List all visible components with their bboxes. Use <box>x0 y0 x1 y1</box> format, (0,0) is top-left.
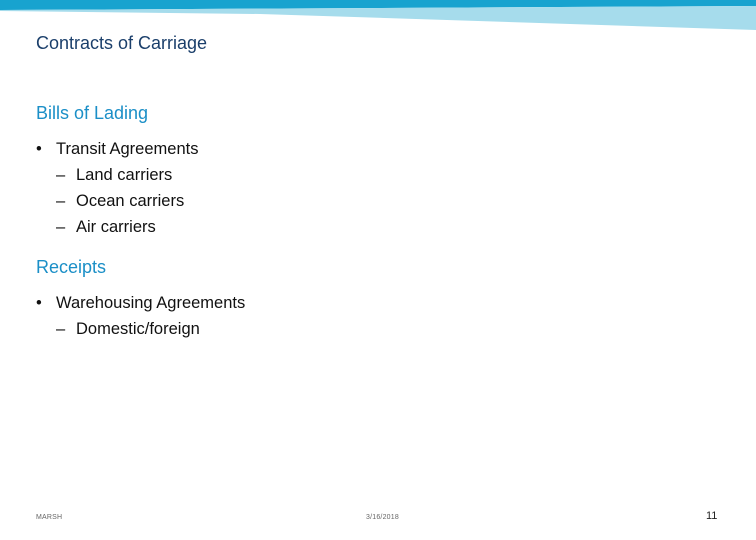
bullet-item <box>36 140 198 159</box>
sub-bullet-marker: – <box>56 218 66 236</box>
footer-brand: MARSH <box>36 514 63 521</box>
footer-date: 3/16/2018 <box>366 514 399 521</box>
bullet-marker: • <box>36 294 42 312</box>
bullet-marker: • <box>36 140 42 158</box>
sub-bullet-marker: – <box>56 320 66 338</box>
bullet-item <box>36 294 245 313</box>
sub-bullet-item <box>56 218 156 237</box>
bullet-text: Transit Agreements <box>56 140 199 158</box>
sub-bullet-text: Air carriers <box>76 218 156 236</box>
bullet-text: Warehousing Agreements <box>56 294 246 312</box>
sub-bullet-marker: – <box>56 192 66 210</box>
sub-bullet-text: Domestic/foreign <box>76 320 200 338</box>
sub-bullet-text: Land carriers <box>76 166 173 184</box>
sub-bullet-item <box>56 320 200 339</box>
section-heading-bills-of-lading: Bills of Lading <box>36 103 149 123</box>
section-heading-receipts: Receipts <box>36 257 107 277</box>
sub-bullet-item <box>56 192 184 211</box>
page-number: 11 <box>706 510 718 522</box>
sub-bullet-text: Ocean carriers <box>76 192 185 210</box>
sub-bullet-marker: – <box>56 166 66 184</box>
slide-title: Contracts of Carriage <box>36 33 208 53</box>
sub-bullet-item <box>56 166 172 185</box>
